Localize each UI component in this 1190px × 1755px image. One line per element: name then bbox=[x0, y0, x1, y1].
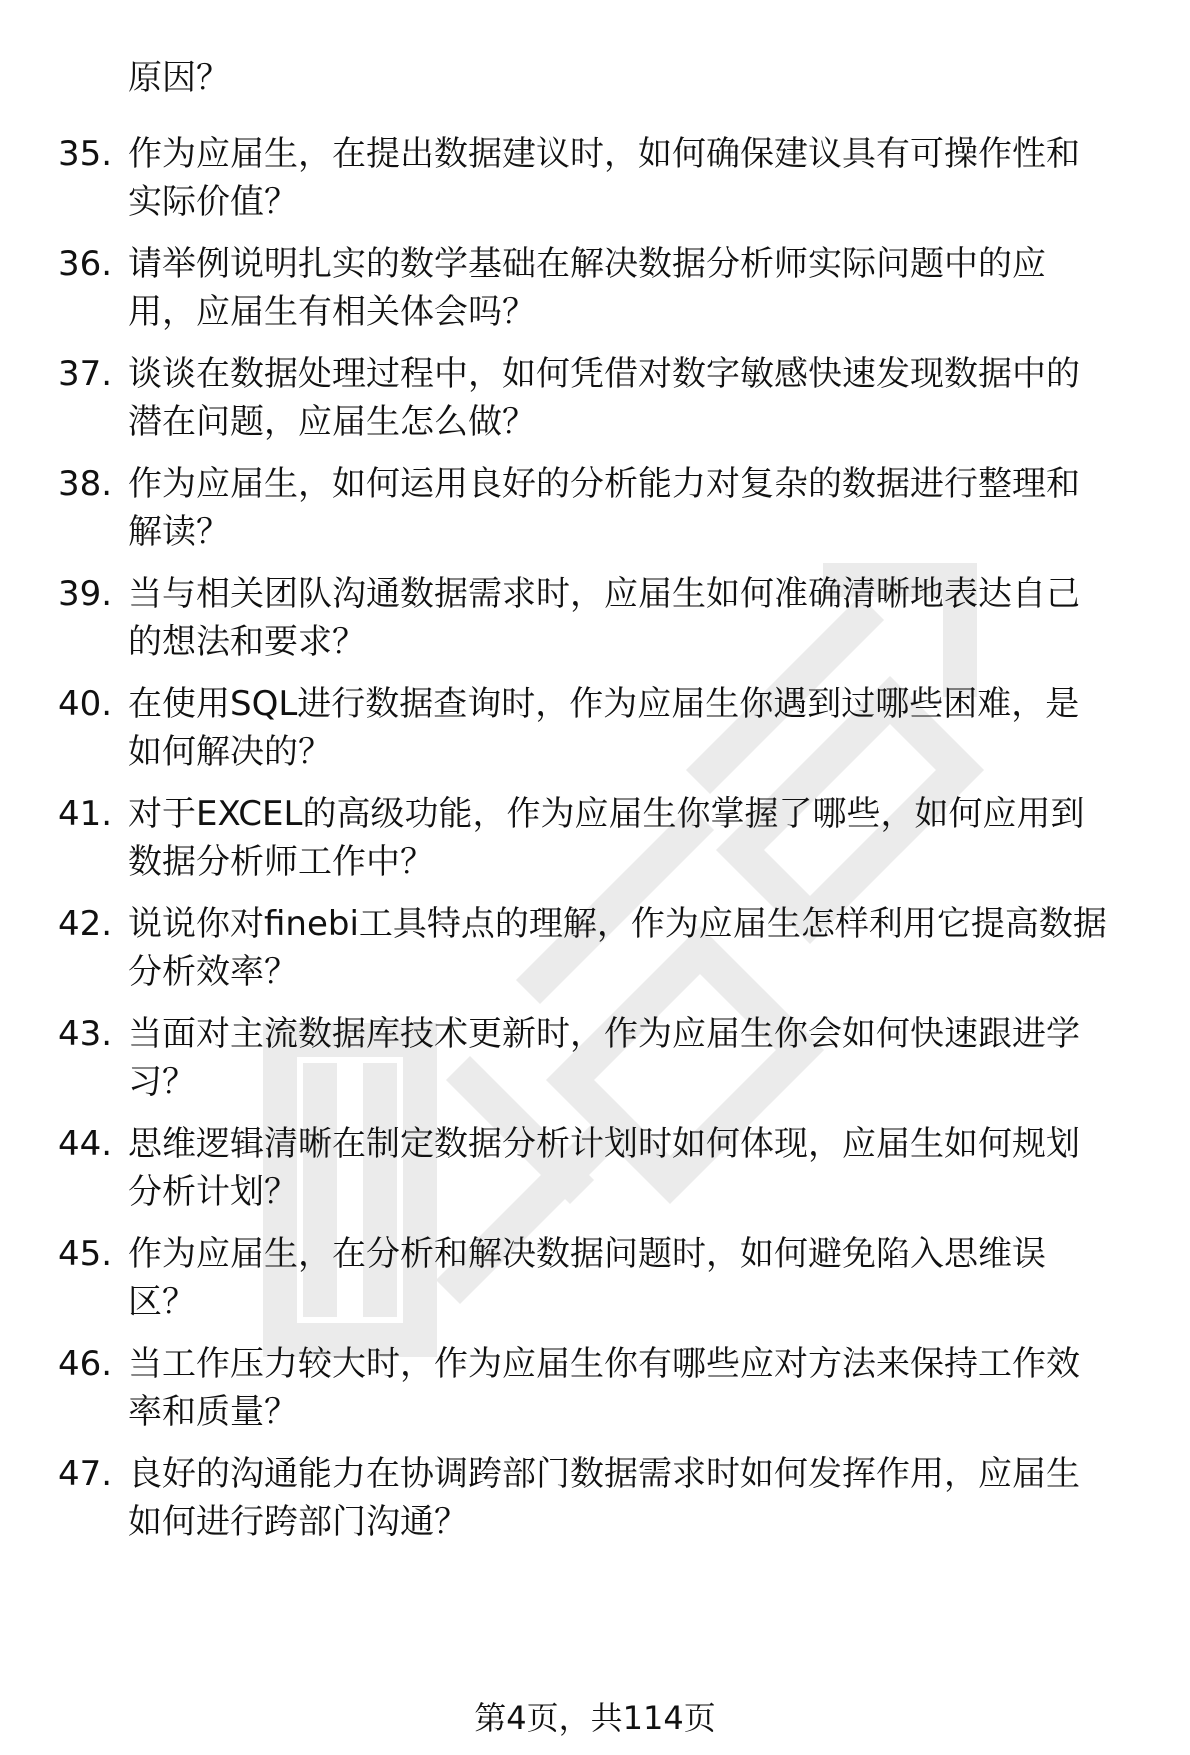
list-item bbox=[0, 1450, 1190, 1560]
list-item bbox=[0, 1120, 1190, 1230]
question-number: 47. bbox=[58, 1454, 113, 1494]
question-text: 思维逻辑清晰在制定数据分析计划时如何体现，应届生如何规划 分析计划？ bbox=[128, 1124, 1080, 1212]
list-item bbox=[0, 680, 1190, 790]
question-text: 谈谈在数据处理过程中，如何凭借对数字敏感快速发现数据中的 潜在问题，应届生怎么做？ bbox=[128, 354, 1080, 442]
question-number: 43. bbox=[58, 1014, 113, 1054]
list-item bbox=[0, 1340, 1190, 1450]
question-number: 41. bbox=[58, 794, 113, 834]
question-text: 作为应届生，如何运用良好的分析能力对复杂的数据进行整理和 解读？ bbox=[128, 464, 1080, 552]
question-number: 36. bbox=[58, 244, 113, 284]
question-number: 44. bbox=[58, 1124, 113, 1164]
question-text: 说说你对finebi工具特点的理解，作为应届生怎样利用它提高数据 分析效率？ bbox=[128, 904, 1107, 992]
question-number: 35. bbox=[58, 134, 113, 174]
list-item bbox=[0, 130, 1190, 240]
question-number: 40. bbox=[58, 684, 113, 724]
question-text: 对于EXCEL的高级功能，作为应届生你掌握了哪些，如何应用到 数据分析师工作中？ bbox=[128, 794, 1085, 882]
question-text: 当面对主流数据库技术更新时，作为应届生你会如何快速跟进学 习？ bbox=[128, 1014, 1080, 1102]
question-text: 在使用SQL进行数据查询时，作为应届生你遇到过哪些困难，是 如何解决的？ bbox=[128, 684, 1080, 772]
page-footer: 第4页，共114页 bbox=[474, 1699, 716, 1737]
list-item bbox=[0, 460, 1190, 570]
question-number: 46. bbox=[58, 1344, 113, 1384]
question-text: 良好的沟通能力在协调跨部门数据需求时如何发挥作用，应届生 如何进行跨部门沟通？ bbox=[128, 1454, 1080, 1542]
question-number: 37. bbox=[58, 354, 113, 394]
question-number: 45. bbox=[58, 1234, 113, 1274]
question-text: 作为应届生，在提出数据建议时，如何确保建议具有可操作性和 实际价值？ bbox=[128, 134, 1080, 222]
list-item bbox=[0, 350, 1190, 460]
list-item bbox=[0, 570, 1190, 680]
carryover-question-text: 原因？ bbox=[128, 58, 230, 98]
list-item bbox=[0, 790, 1190, 900]
question-text: 当与相关团队沟通数据需求时，应届生如何准确清晰地表达自己 的想法和要求？ bbox=[128, 574, 1080, 662]
list-item bbox=[0, 1010, 1190, 1120]
list-item bbox=[0, 900, 1190, 1010]
question-number: 39. bbox=[58, 574, 113, 614]
question-text: 当工作压力较大时，作为应届生你有哪些应对方法来保持工作效 率和质量？ bbox=[128, 1344, 1080, 1432]
question-number: 42. bbox=[58, 904, 113, 944]
question-text: 请举例说明扎实的数学基础在解决数据分析师实际问题中的应 用，应届生有相关体会吗？ bbox=[128, 244, 1046, 332]
question-text: 作为应届生，在分析和解决数据问题时，如何避免陷入思维误 区？ bbox=[128, 1234, 1046, 1322]
list-item bbox=[0, 240, 1190, 350]
question-number: 38. bbox=[58, 464, 113, 504]
list-item bbox=[0, 1230, 1190, 1340]
